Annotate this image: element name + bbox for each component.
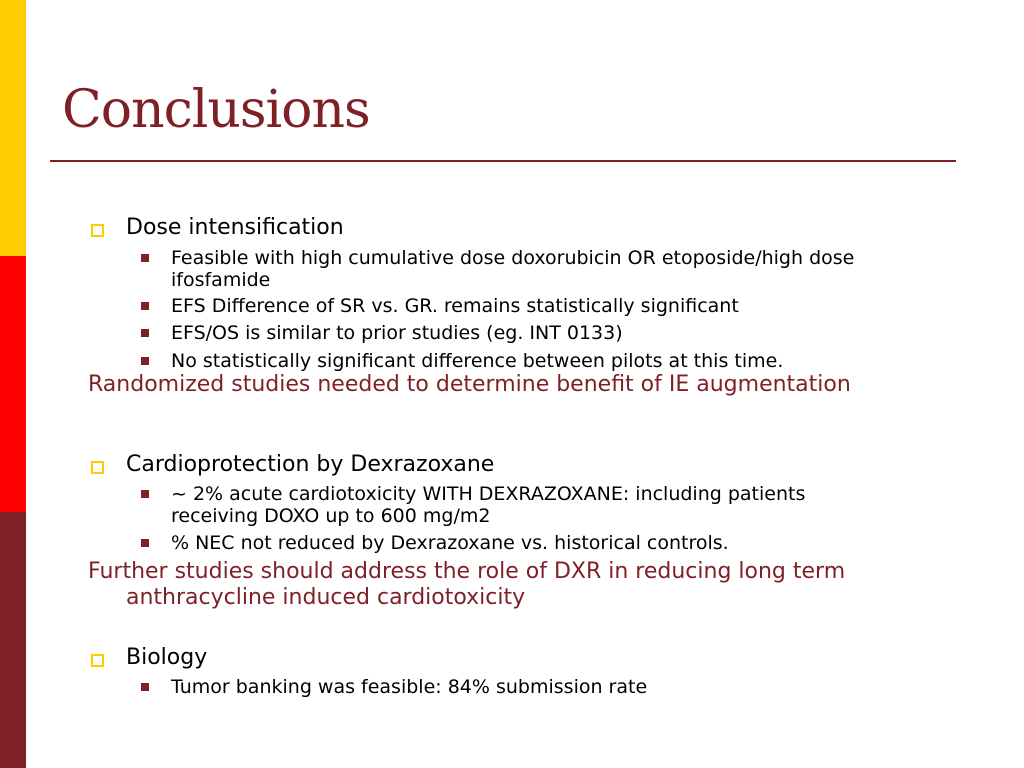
conclusion-text: Further studies should address the role of DXR in reducing long term [88,559,846,584]
bullet-item: No statistically significant difference between pilots at this time. [171,350,784,372]
hollow-square-bullet-icon [91,654,104,667]
bullet-item [171,247,1001,291]
bullet-item [171,483,1001,527]
bullet-item: EFS Difference of SR vs. GR. remains statistically significant [171,295,739,317]
section-heading-cardio: Cardioprotection by Dexrazoxane [126,452,495,477]
slide-title: Conclusions [62,80,370,140]
bullet-item-line: ifosfamide [171,269,271,291]
bullet-item: % NEC not reduced by Dexrazoxane vs. historical controls. [171,532,729,554]
section-heading-biology: Biology [126,645,208,670]
conclusion-text: Randomized studies needed to determine benefit of IE augmentation [88,372,851,397]
side-bar-maroon [0,512,26,768]
square-bullet-icon [141,490,149,498]
square-bullet-icon [141,329,149,337]
section-heading-dose: Dose intensification [126,215,344,240]
bullet-item-line: receiving DOXO up to 600 mg/m2 [171,505,491,527]
conclusion-text-continued: anthracycline induced cardiotoxicity [126,585,526,610]
bullet-item: EFS/OS is similar to prior studies (eg. INT 0133) [171,322,623,344]
bullet-item: Tumor banking was feasible: 84% submission rate [171,676,648,698]
bullet-item-line: ~ 2% acute cardiotoxicity WITH DEXRAZOXANE: including patients [171,483,806,505]
square-bullet-icon [141,254,149,262]
side-bar-red [0,256,26,512]
hollow-square-bullet-icon [91,461,104,474]
title-divider [50,160,956,162]
square-bullet-icon [141,683,149,691]
square-bullet-icon [141,302,149,310]
square-bullet-icon [141,539,149,547]
side-bar-yellow [0,0,26,256]
hollow-square-bullet-icon [91,224,104,237]
bullet-item-line: Feasible with high cumulative dose doxorubicin OR etoposide/high dose [171,247,855,269]
square-bullet-icon [141,357,149,365]
